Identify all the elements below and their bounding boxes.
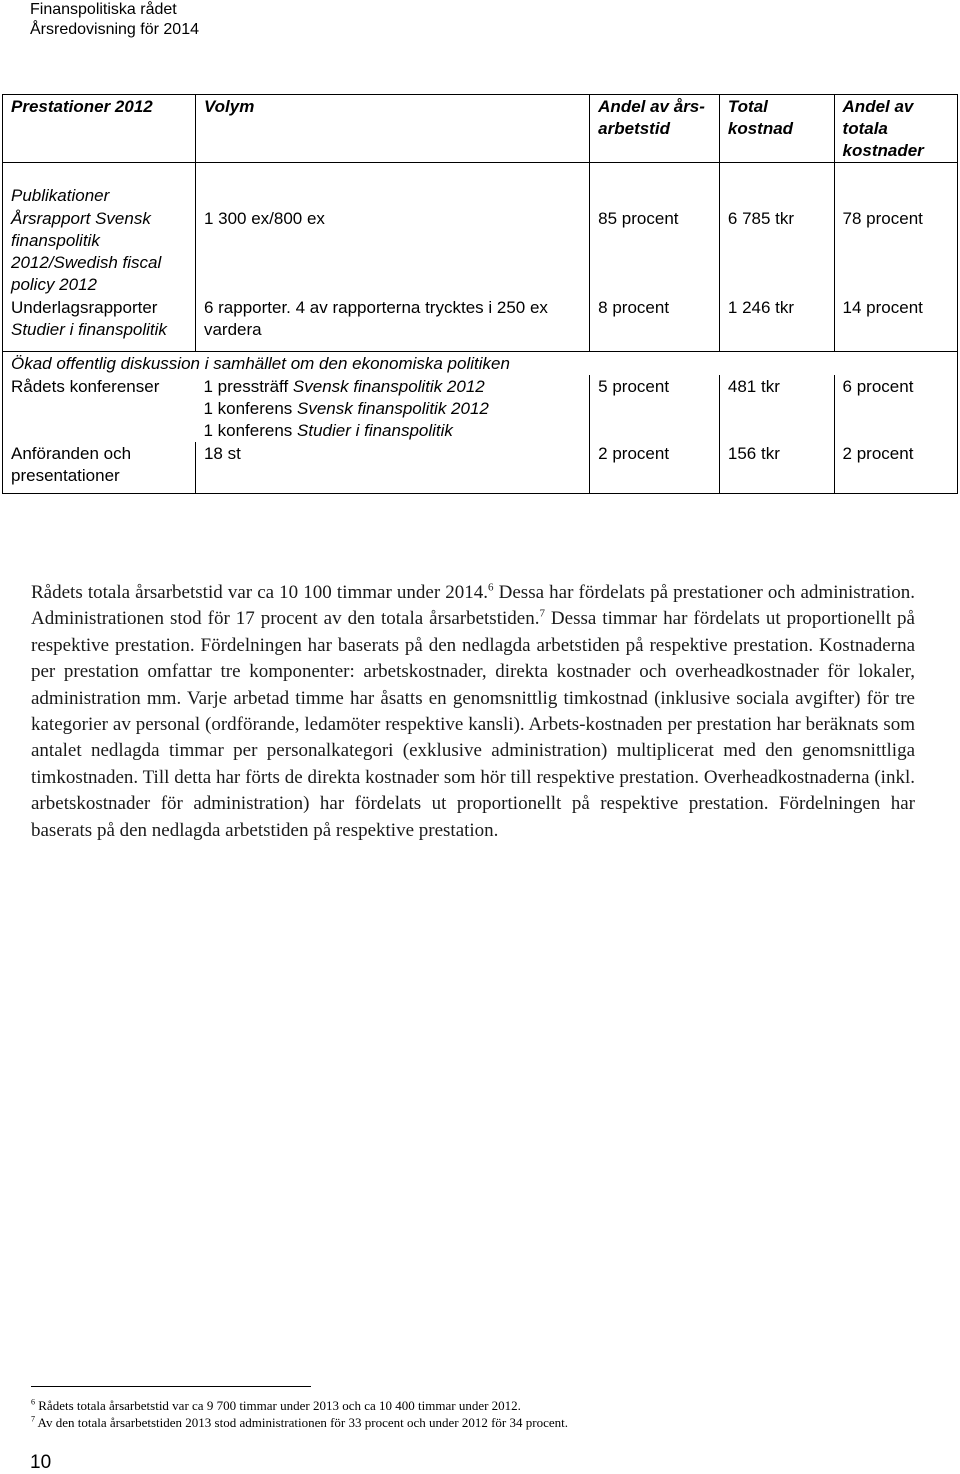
row-underlag-andel-kostnad: 14 procent bbox=[834, 296, 957, 352]
table-row bbox=[3, 296, 958, 352]
row-konferenser-label: Rådets konferenser bbox=[3, 375, 196, 442]
row-anforanden-volym: 18 st bbox=[195, 442, 589, 494]
col-header-andel-arsarbetstid: Andel av års-arbetstid bbox=[590, 95, 720, 163]
table-header-row bbox=[3, 95, 958, 163]
table-row bbox=[3, 352, 958, 376]
footnote-7: $^7$ Av den totala årsarbetstiden 2013 stod administrationen för 33 procent och under 2012 för 34 procent. bbox=[31, 1414, 568, 1430]
prestation-table bbox=[2, 94, 958, 494]
row-anforanden-label: Anföranden och presentationer bbox=[3, 442, 196, 494]
row-anforanden-andel-kostnad: 2 procent bbox=[834, 442, 957, 494]
col-header-total-kostnad: Total kostnad bbox=[719, 95, 834, 163]
table-row: Rådets konferenser 1 pressträff Svensk finanspolitik 2012 1 konferens Svensk finanspolitik 2012 1 konferens Studier i finanspolitik 5 procent 481 tkr 6 procent bbox=[3, 375, 958, 442]
body-paragraph: Rådets totala årsarbetstid var ca 10 100 timmar under 2014.$^6$ Dessa har fördelats på prestationer och administration. Administrationen stod för 17 procent av den totala årsarbetstiden.$^7$ Dessa timmar har fördelats ut proportionellt på respektive prestation. Fördelningen har baserats på den nedlagda arbetstiden på respektive prestation. Kostnaderna per prestation omfattar tre komponenter: arbetskostnader, direkta kostnader och overheadkostnader för lokaler, administration mm. Varje arbetad timme har åsatts en genomsnittlig timkostnad (inklusive sociala avgifter) för tre kategorier av personal (ordförande, ledamöter respektive kansli). Arbets-kostnaden per prestation har beräknats som antalet nedlagda timmar per personalkategori (exklusive administration) multiplicerat med den genomsnittliga timkostnaden. Till detta har förts de direkta kostnader som hör till respektive prestation. Overheadkostnaderna (inkl. arbetskostnader för administration) har fördelats ut proportionellt på respektive prestation. Fördelningen har baserats på den nedlagda arbetstiden på respektive prestation. bbox=[31, 581, 915, 841]
footnote-6: $^6$ Rådets totala årsarbetstid var ca 9 700 timmar under 2013 och ca 10 400 timmar under 2012. bbox=[31, 1397, 521, 1413]
section-publikationer: Publikationer bbox=[3, 184, 196, 207]
row-konferenser-andel-kostnad: 6 procent bbox=[834, 375, 957, 442]
row-anforanden-kostnad: 156 tkr bbox=[719, 442, 834, 494]
row-underlag-andel: 8 procent bbox=[590, 296, 720, 352]
col-header-prestationer: Prestationer 2012 bbox=[3, 95, 196, 163]
running-header bbox=[30, 0, 199, 40]
table-row bbox=[3, 442, 958, 494]
row-anforanden-andel: 2 procent bbox=[590, 442, 720, 494]
row-underlag-volym: 6 rapporter. 4 av rapporterna trycktes i 250 ex vardera bbox=[195, 296, 589, 352]
row-arsrapport-label: Årsrapport Svensk finanspolitik 2012/Swedish fiscal policy 2012 bbox=[11, 209, 162, 294]
row-arsrapport-kostnad: 6 785 tkr bbox=[719, 207, 834, 296]
table-row bbox=[3, 184, 958, 207]
page-number: 10 bbox=[30, 1452, 52, 1473]
header-org: Finanspolitiska rådet bbox=[30, 1, 177, 18]
row-konferenser-andel: 5 procent bbox=[590, 375, 720, 442]
header-report: Årsredovisning för 2014 bbox=[30, 21, 199, 38]
row-konferenser-kostnad: 481 tkr bbox=[719, 375, 834, 442]
section-diskussion: Ökad offentlig diskussion i samhället om den ekonomiska politiken bbox=[3, 352, 958, 376]
col-header-andel-kostnader: Andel av totala kostnader bbox=[834, 95, 957, 163]
row-underlag-sublabel: Studier i finanspolitik bbox=[11, 320, 167, 339]
table-row bbox=[3, 207, 958, 296]
footnote-ref-7[interactable]: 7 bbox=[539, 608, 545, 621]
row-arsrapport-andel: 85 procent bbox=[590, 207, 720, 296]
row-arsrapport-andel-kostnad: 78 procent bbox=[834, 207, 957, 296]
footnotes bbox=[31, 1397, 568, 1431]
footnote-divider bbox=[31, 1386, 311, 1387]
row-underlag-kostnad: 1 246 tkr bbox=[719, 296, 834, 352]
col-header-volym: Volym bbox=[195, 95, 589, 163]
footnote-ref-6[interactable]: 6 bbox=[488, 581, 494, 594]
row-underlag-label: Underlagsrapporter bbox=[11, 298, 158, 317]
row-arsrapport-volym: 1 300 ex/800 ex bbox=[195, 207, 589, 296]
